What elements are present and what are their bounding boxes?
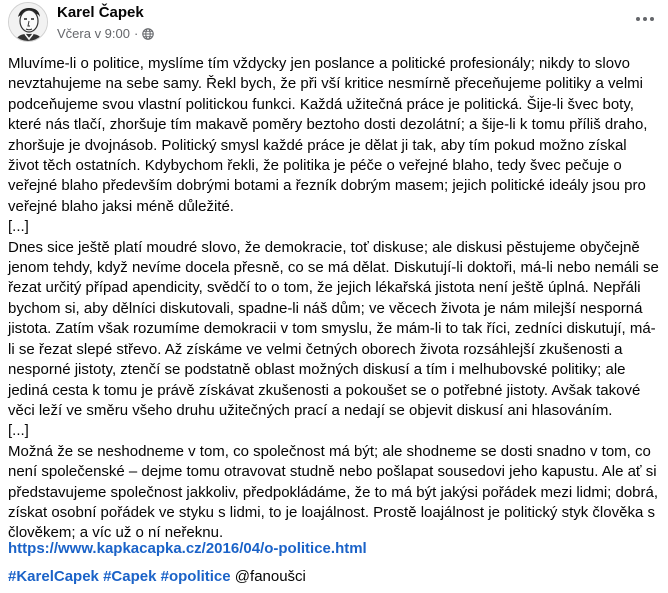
post-paragraph: Dnes sice ještě platí moudré slovo, že demokracie, toť diskuse; ale diskusi pěstujeme obyčejně jenom tehdy, když nevíme docela přesně, co se má dělat. Diskutují-li doktoři, má-li nebo nemáli se řezat určitý případ apendicity, svědčí to o tom, že jejich lékařská jistota není ještě úplná. Nepřáli bychom si, aby dělníci diskutovali, spadne-li náš dům; ve věcech života je nám milejší nesporná jistota. Zatím však rozumíme demokracii v tom smyslu, že mám-li to tak říci, zedníci diskutují, má-li se řezat slepé střevo. Až získáme ve velmi četných oborech života rozsáhlejší zkušenosti a nesporné jistoty, ztenčí se podstatně oblast možných diskusí a tím i melhubovské politiky; ale jediná cesta k tomu je právě získávat zkušenosti a pokoušet se o potřebné jistoty. Avšak takové věci leží ve směru všeho druhu užitečných prací a nedají se objevit diskusí ani hlasováním. <box>8 238 659 419</box>
author-avatar[interactable] <box>8 2 48 42</box>
post-paragraph: Mluvíme-li o politice, myslíme tím vždycky jen poslance a politické profesionály; nikdy to slovo nevztahujeme na sebe samy. Řekl bych, že při vší kritice nesmírně přeceňujeme politiky a velmi podceňujeme svou vlastní politickou funkci. Každá užitečná práce je politická. Šije-li švec boty, které nás tlačí, zhoršuje tím makavě poměry beztoho dosti dezolátní; a šije-li k tomu příliš draho, zhoršuje je dvojnásob. Politický smysl každé práce je dělat ji tak, aby tím pokud možno získal život těch ostatních. Kdybychom řekli, že politika je péče o veřejné blaho, tedy švec pečuje o veřejné blaho především dobrými botami a řezník dobrým masem; jejich politické ideály jsou pro veřejné blaho jaksi méně důležité. <box>8 55 648 215</box>
mention-fans[interactable]: @fanoušci <box>234 568 306 585</box>
author-name[interactable]: Karel Čapek <box>57 4 144 21</box>
ellipsis-marker: [...] <box>8 422 29 440</box>
hashtag-opolitice[interactable]: #opolitice <box>160 568 231 585</box>
post-paragraph: Možná že se neshodneme v tom, co společnost má být; ale shodneme se dosti snadno v tom, co není společenské – dejme tomu otravovat studně nebo pošlapat sousedovi jeho kapustu. Ale ať si představujeme společnost jakkoliv, předpokládáme, že to má být jakýsi pořádek mezi lidmi; dobrá, získat osobní pořádek ve styku s lidmi, to je loajálnost. Prostě loajálnost je politický styk člověka s člověkem; a víc už o ní neřeknu. <box>8 442 659 542</box>
hashtag-karelcapek[interactable]: #KarelCapek <box>8 568 99 585</box>
source-link[interactable]: https://www.kapkacapka.cz/2016/04/o-politice.html <box>8 540 367 557</box>
meta-separator: · <box>134 26 139 41</box>
globe-icon[interactable] <box>142 28 154 40</box>
post-header <box>8 2 660 46</box>
hashtag-line <box>8 568 306 585</box>
ellipsis-marker: [...] <box>8 218 29 236</box>
post-timestamp[interactable]: Včera v 9:00 <box>57 26 130 41</box>
more-options-icon[interactable] <box>632 8 658 30</box>
post-body <box>8 54 660 544</box>
hashtag-capek[interactable]: #Capek <box>103 568 157 585</box>
portrait-icon <box>9 3 48 42</box>
post-meta <box>57 26 154 41</box>
